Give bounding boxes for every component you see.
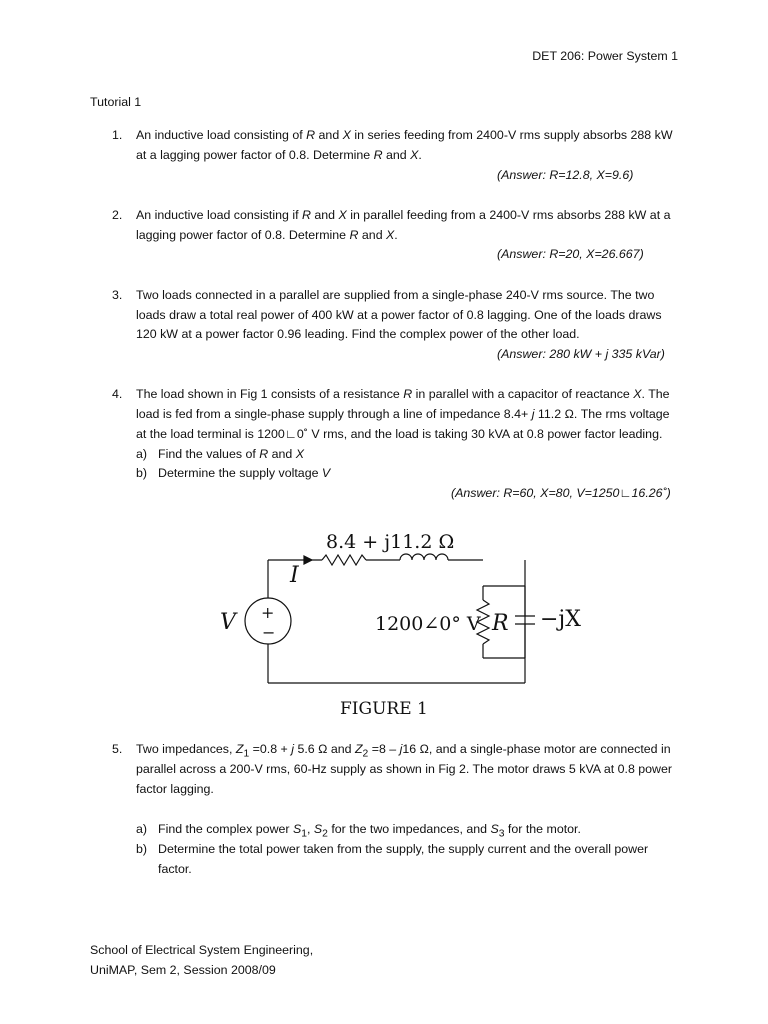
source-minus: − bbox=[262, 623, 276, 642]
question-5-line-3: factor lagging. bbox=[136, 782, 214, 796]
source-label: V bbox=[220, 610, 236, 635]
question-4-line-2: load is fed from a single-phase supply through a line of impedance 8.4+ j 11.2 Ω. The rms voltage bbox=[136, 407, 670, 421]
question-number: 1. bbox=[112, 128, 123, 142]
question-4-part-b: b) Determine the supply voltage V bbox=[136, 466, 331, 480]
current-arrow bbox=[304, 556, 312, 564]
question-number: 2. bbox=[112, 208, 123, 222]
question-2-line-1: An inductive load consisting if R and X in parallel feeding from a 2400-V rms absorbs 288 kW at a bbox=[136, 208, 671, 222]
question-4-answer: (Answer: R=60, X=80, V=1250∟16.26˚) bbox=[451, 486, 671, 500]
question-5-part-b-cont: factor. bbox=[158, 862, 192, 876]
question-number: 3. bbox=[112, 288, 123, 302]
figure-1-circuit bbox=[200, 520, 600, 720]
question-3-answer: (Answer: 280 kW + j 335 kVar) bbox=[497, 347, 665, 361]
question-5-part-a: a) Find the complex power $S_1$, $S_2$ for the two impedances, and $S_3$ for the motor. bbox=[136, 822, 581, 840]
source-plus: + bbox=[261, 603, 275, 622]
question-1-answer: (Answer: R=12.8, X=9.6) bbox=[497, 168, 634, 182]
footer-session: UniMAP, Sem 2, Session 2008/09 bbox=[90, 963, 276, 977]
question-4-line-3: at the load terminal is 1200∟0˚ V rms, and the load is taking 30 kVA at 0.8 power factor leading. bbox=[136, 427, 663, 441]
footer-school: School of Electrical System Engineering, bbox=[90, 943, 314, 957]
line-resistor bbox=[322, 555, 366, 565]
question-1-line-1: An inductive load consisting of R and X in series feeding from 2400-V rms supply absorbs 288 kW bbox=[136, 128, 673, 142]
load-voltage-label: 1200∠0° V bbox=[375, 613, 481, 635]
question-5-part-b: b) Determine the total power taken from the supply, the supply current and the overall power bbox=[136, 842, 649, 856]
impedance-label: 8.4 + j11.2 Ω bbox=[326, 531, 455, 553]
question-2-line-2: lagging power factor of 0.8. Determine R and X. bbox=[136, 228, 398, 242]
question-4-line-1: The load shown in Fig 1 consists of a resistance R in parallel with a capacitor of reactance X. The bbox=[136, 387, 670, 401]
question-5-line-1: Two impedances, $Z_1 =0.8 + j$ 5.6 Ω and $Z_2 =8 - j16$ Ω, and a single-phase motor are connected in bbox=[136, 742, 671, 760]
resistor-label: R bbox=[492, 611, 509, 636]
capacitor-label: −jX bbox=[540, 607, 581, 632]
question-2-answer: (Answer: R=20, X=26.667) bbox=[497, 247, 644, 261]
question-1-line-2: at a lagging power factor of 0.8. Determine R and X. bbox=[136, 148, 422, 162]
question-3-line-1: Two loads connected in a parallel are supplied from a single-phase 240-V rms source. The two bbox=[136, 288, 655, 302]
page-header: DET 206: Power System 1 bbox=[532, 49, 678, 63]
question-4-part-a: a) Find the values of R and X bbox=[136, 447, 305, 461]
line-inductor bbox=[400, 554, 448, 560]
question-number: 5. bbox=[112, 742, 123, 756]
question-number: 4. bbox=[112, 387, 123, 401]
current-label: I bbox=[290, 563, 299, 588]
question-5-line-2: parallel across a 200-V rms, 60-Hz supply as shown in Fig 2. The motor draws 5 kVA at 0.8 power bbox=[136, 762, 673, 776]
figure-caption: FIGURE 1 bbox=[340, 699, 428, 719]
question-3-line-2: loads draw a total real power of 400 kW at a power factor of 0.8 lagging. One of the loads draws bbox=[136, 308, 662, 322]
question-3-line-3: 120 kW at a power factor 0.96 leading. Find the complex power of the other load. bbox=[136, 327, 580, 341]
page-title: Tutorial 1 bbox=[90, 95, 142, 109]
